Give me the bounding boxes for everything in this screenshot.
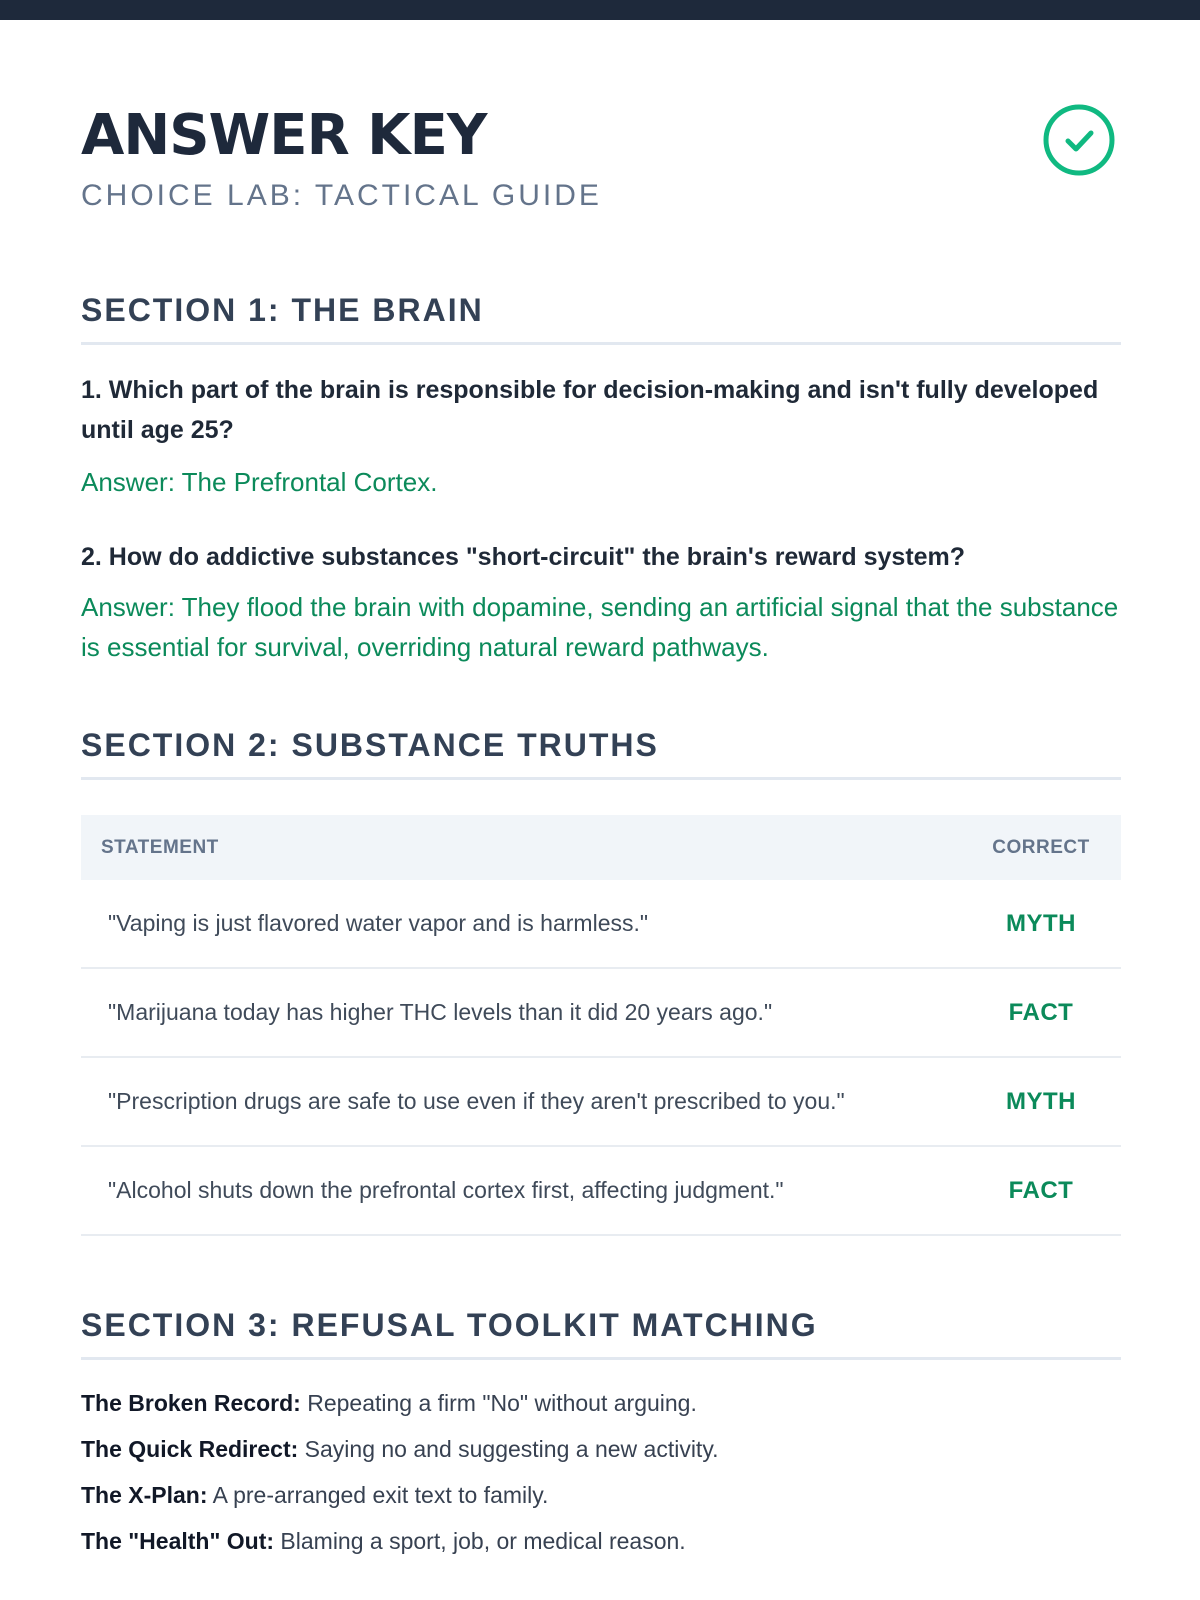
verdict-cell: MYTH <box>961 1057 1121 1146</box>
toolkit-term: The Broken Record: <box>81 1390 301 1416</box>
substance-truths-table <box>81 815 1121 1236</box>
answer-key-page <box>81 0 1121 1554</box>
toolkit-term: The Quick Redirect: <box>81 1436 299 1462</box>
toolkit-term: The X-Plan: <box>81 1482 208 1508</box>
table-row <box>81 1057 1121 1146</box>
page-title: ANSWER KEY <box>81 103 487 168</box>
check-circle-icon <box>1043 104 1115 176</box>
table-row <box>81 1146 1121 1235</box>
column-header-statement: STATEMENT <box>81 815 961 880</box>
page-subtitle: CHOICE LAB: TACTICAL GUIDE <box>81 179 602 212</box>
statement-cell: "Vaping is just flavored water vapor and is harmless." <box>81 880 961 968</box>
toolkit-definition: A pre-arranged exit text to family. <box>207 1482 549 1508</box>
toolkit-definition: Saying no and suggesting a new activity. <box>298 1436 719 1462</box>
page-header <box>81 0 1121 240</box>
list-item <box>81 1426 1121 1472</box>
statement-cell: "Alcohol shuts down the prefrontal cortex first, affecting judgment." <box>81 1146 961 1235</box>
answer-2: Answer: They flood the brain with dopamine, sending an artificial signal that the substance is essential for survival, overriding natural reward pathways. <box>81 592 1119 662</box>
answer-1: Answer: The Prefrontal Cortex. <box>81 467 438 497</box>
statement-cell: "Marijuana today has higher THC levels than it did 20 years ago." <box>81 968 961 1057</box>
question-1: 1. Which part of the brain is responsible for decision-making and isn't fully developed until age 25? <box>81 376 1099 444</box>
table-header-row <box>81 815 1121 880</box>
table-row <box>81 880 1121 968</box>
verdict-cell: FACT <box>961 968 1121 1057</box>
question-2: 2. How do addictive substances "short-circuit" the brain's reward system? <box>81 543 966 571</box>
table-row <box>81 968 1121 1057</box>
toolkit-definition: Blaming a sport, job, or medical reason. <box>274 1528 686 1554</box>
toolkit-term: The "Health" Out: <box>81 1528 275 1554</box>
section-2-title: SECTION 2: SUBSTANCE TRUTHS <box>81 725 1121 780</box>
refusal-toolkit-list <box>81 1380 1121 1564</box>
list-item <box>81 1380 1121 1426</box>
verdict-cell: MYTH <box>961 880 1121 968</box>
list-item <box>81 1518 1121 1564</box>
section-1-title: SECTION 1: THE BRAIN <box>81 290 1121 345</box>
list-item <box>81 1472 1121 1518</box>
column-header-correct: CORRECT <box>961 815 1121 880</box>
section-3-title: SECTION 3: REFUSAL TOOLKIT MATCHING <box>81 1305 1121 1360</box>
toolkit-definition: Repeating a firm "No" without arguing. <box>300 1390 697 1416</box>
statement-cell: "Prescription drugs are safe to use even if they aren't prescribed to you." <box>81 1057 961 1146</box>
verdict-cell: FACT <box>961 1146 1121 1235</box>
